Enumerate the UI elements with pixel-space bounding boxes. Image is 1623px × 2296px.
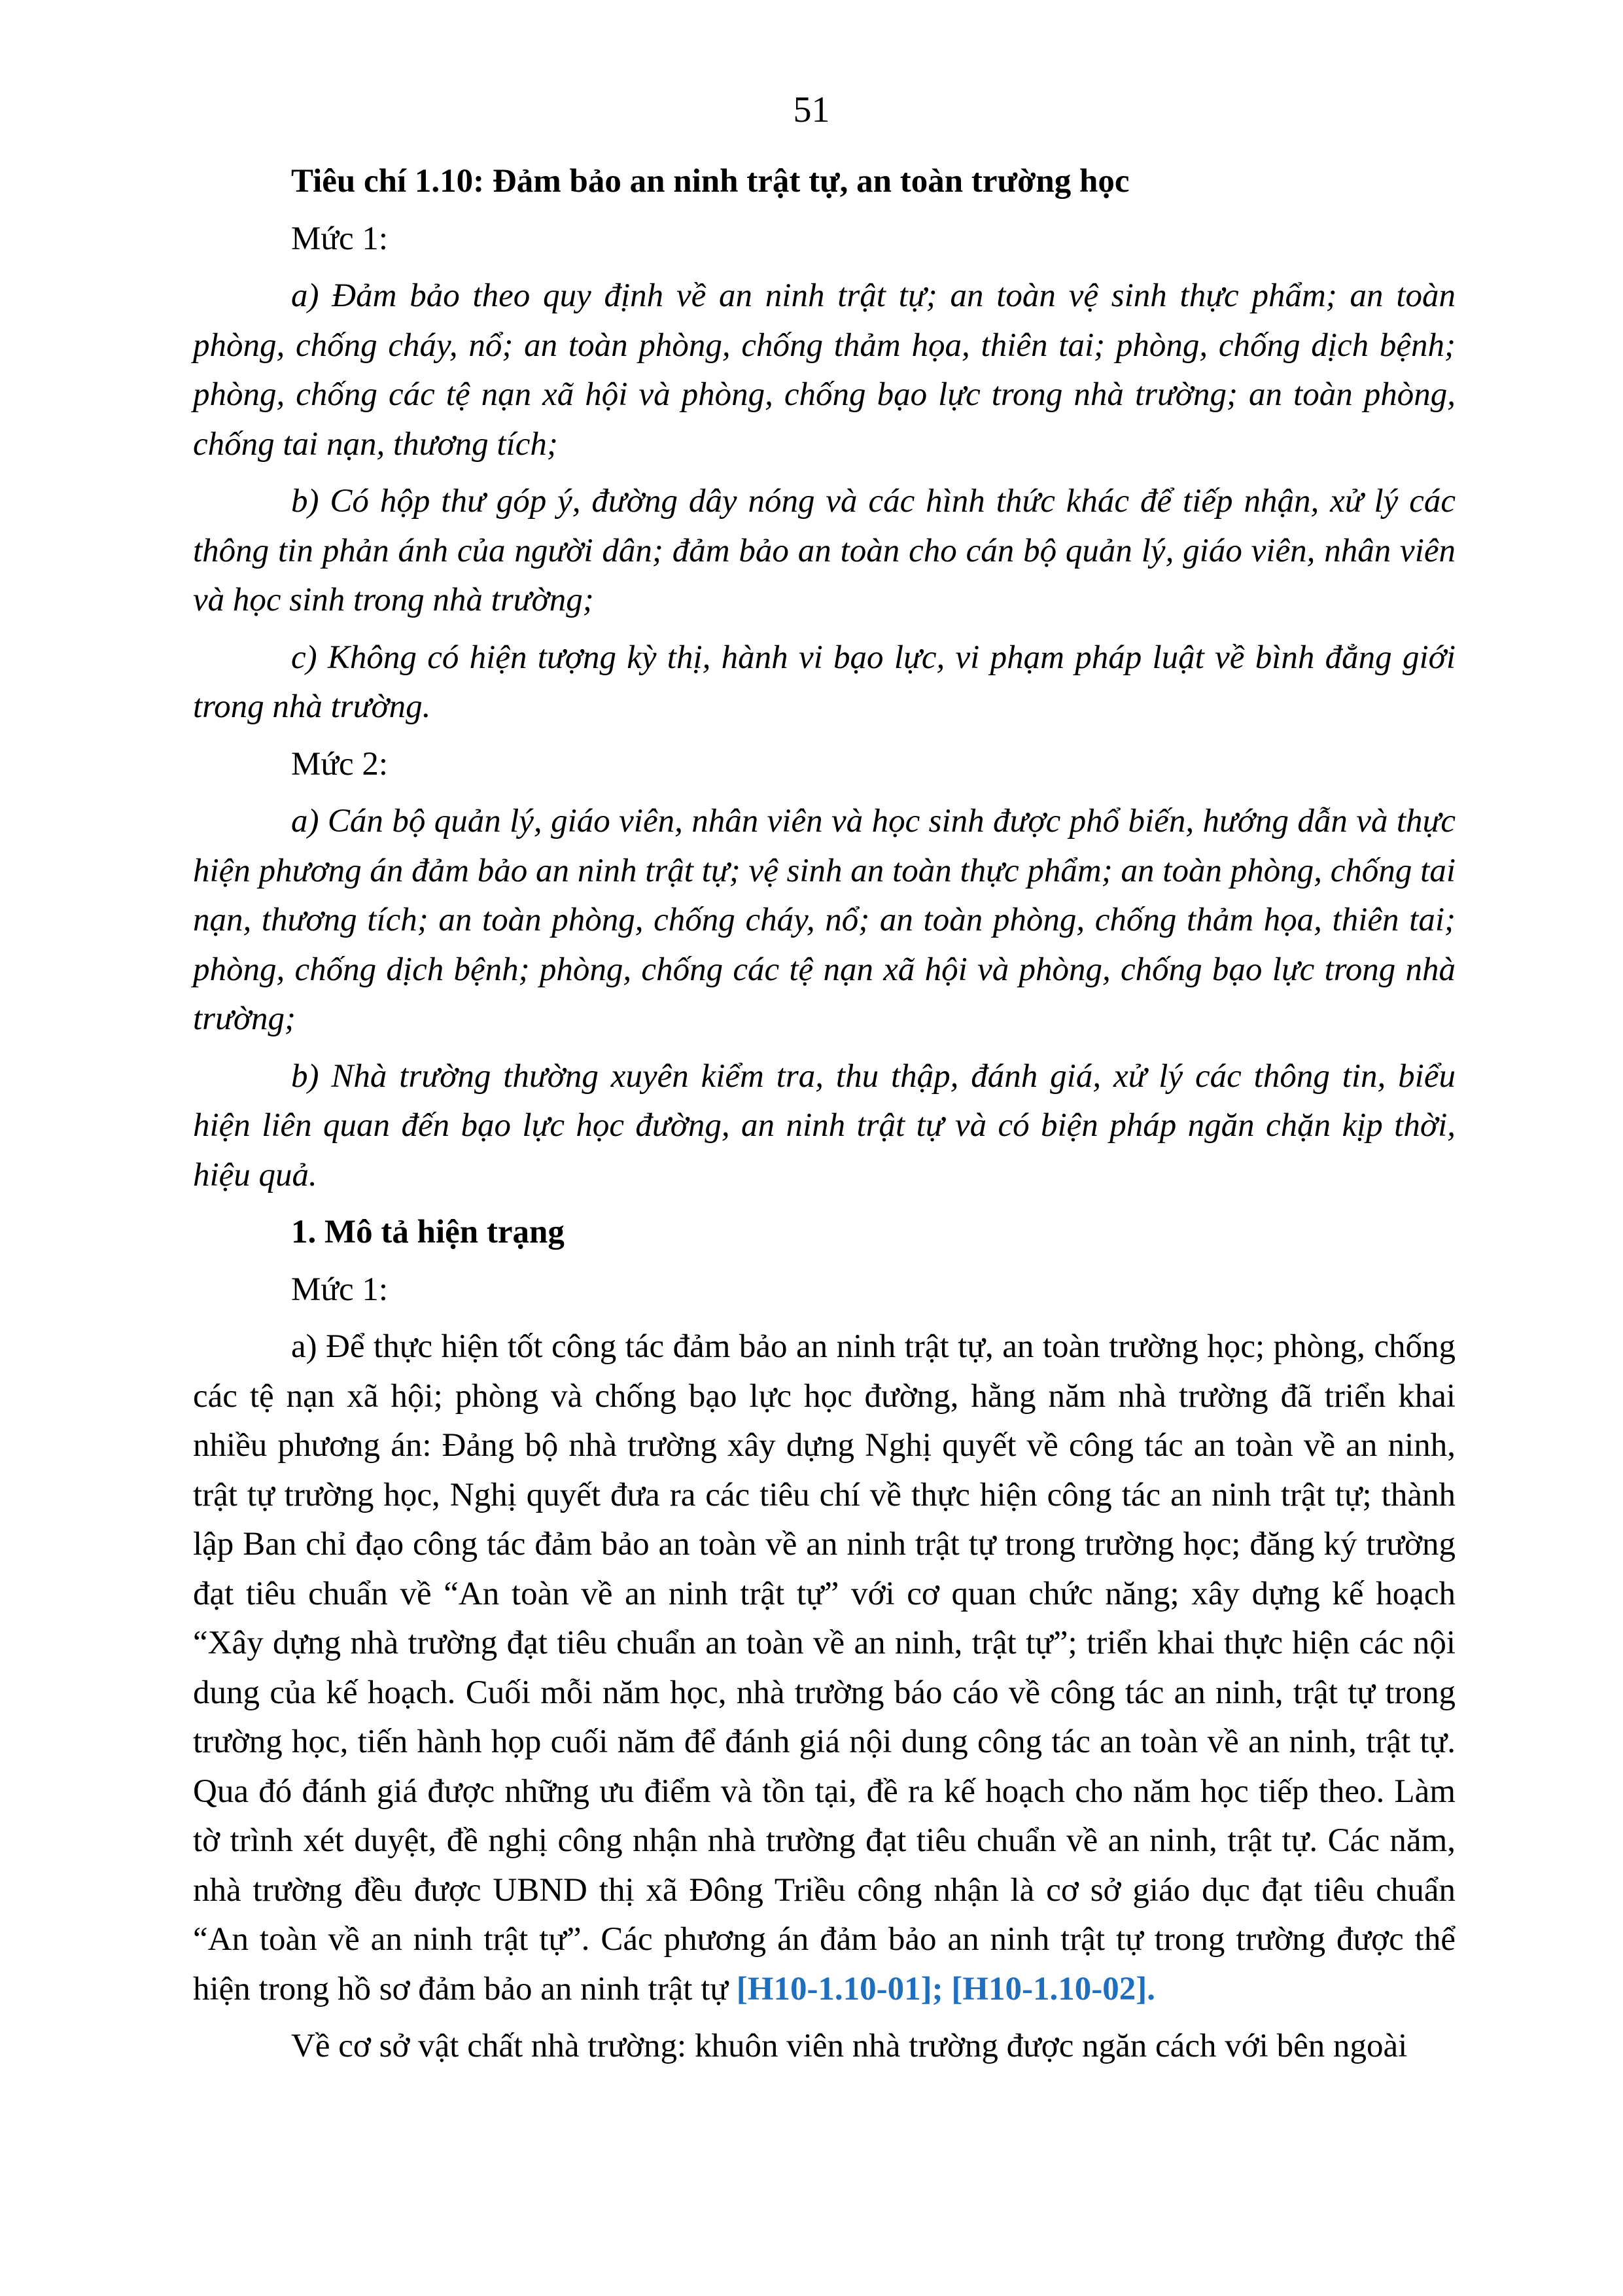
section-heading: 1. Mô tả hiện trạng (291, 1214, 565, 1250)
level2-item-b: b) Nhà trường thường xuyên kiểm tra, thu thập, đánh giá, xử lý các thông tin, biểu hiện liên quan đến bạo lực học đường, an ninh trật tự và có biện pháp ngăn chặn kịp thời, hiệu quả. (193, 1057, 1456, 1193)
level2-item-a: a) Cán bộ quản lý, giáo viên, nhân viên và học sinh được phổ biến, hướng dẫn và thực hiện phương án đảm bảo an ninh trật tự; vệ sinh an toàn thực phẩm; an toàn phòng, chống tai nạn, thương tích; an toàn phòng, chống cháy, nổ; an toàn phòng, chống thảm họa, thiên tai; phòng, chống dịch bệnh; phòng, chống các tệ nạn xã hội và phòng, chống bạo lực trong nhà trường; (193, 803, 1456, 1037)
section-paragraph-b: Về cơ sở vật chất nhà trường: khuôn viên nhà trường được ngăn cách với bên ngoài (291, 2028, 1408, 2064)
section-paragraph-a (193, 1322, 1456, 2014)
page-number: 51 (793, 90, 830, 130)
level1-item-a: a) Đảm bảo theo quy định về an ninh trật tự; an toàn vệ sinh thực phẩm; an toàn phòng, chống cháy, nổ; an toàn phòng, chống thảm họa, thiên tai; phòng, chống dịch bệnh; phòng, chống các tệ nạn xã hội và phòng, chống bạo lực trong nhà trường; an toàn phòng, chống tai nạn, thương tích; (193, 277, 1456, 463)
level1-label: Mức 1: (291, 220, 389, 257)
section-paragraph-a-text: a) Để thực hiện tốt công tác đảm bảo an ninh trật tự, an toàn trường học; phòng, chống các tệ nạn xã hội; phòng và chống bạo lực học đường, hằng năm nhà trường đã triển khai nhiều phương án: Đảng bộ nhà trường xây dựng Nghị quyết về công tác an toàn về an ninh, trật tự trường học, Nghị quyết đưa ra các tiêu chí về thực hiện công tác an ninh trật tự; thành lập Ban chỉ đạo công tác đảm bảo an toàn về an ninh trật tự trong trường học; đăng ký trường đạt tiêu chuẩn về “An toàn về an ninh trật tự” với cơ quan chức năng; xây dựng kế hoạch “Xây dựng nhà trường đạt tiêu chuẩn an toàn về an ninh, trật tự”; triển khai thực hiện các nội dung của kế hoạch. Cuối mỗi năm học, nhà trường báo cáo về công tác an ninh, trật tự trong trường học, tiến hành họp cuối năm để đánh giá nội dung công tác an toàn về an ninh, trật tự. Qua đó đánh giá được những ưu điểm và tồn tại, đề ra kế hoạch cho năm học tiếp theo. Làm tờ trình xét duyệt, đề nghị công nhận nhà trường đạt tiêu chuẩn về an ninh, trật tự. Các năm, nhà trường đều được UBND thị xã Đông Triều công nhận là cơ sở giáo dục đạt tiêu chuẩn “An toàn về an ninh trật tự”. Các phương án đảm bảo an ninh trật tự trong trường được thể hiện trong hồ sơ đảm bảo an ninh trật tự (193, 1328, 1456, 2007)
section-level1-label: Mức 1: (291, 1271, 389, 1308)
level1-item-c: c) Không có hiện tượng kỳ thị, hành vi bạo lực, vi phạm pháp luật về bình đẳng giới trong nhà trường. (193, 639, 1456, 725)
evidence-reference[interactable]: [H10-1.10-01]; [H10-1.10-02]. (736, 1970, 1155, 2007)
criterion-title: Tiêu chí 1.10: Đảm bảo an ninh trật tự, an toàn trường học (291, 163, 1130, 200)
document-body (193, 157, 1456, 2079)
level1-item-b: b) Có hộp thư góp ý, đường dây nóng và các hình thức khác để tiếp nhận, xử lý các thông tin phản ánh của người dân; đảm bảo an toàn cho cán bộ quản lý, giáo viên, nhân viên và học sinh trong nhà trường; (193, 483, 1456, 618)
level2-label: Mức 2: (291, 745, 389, 783)
